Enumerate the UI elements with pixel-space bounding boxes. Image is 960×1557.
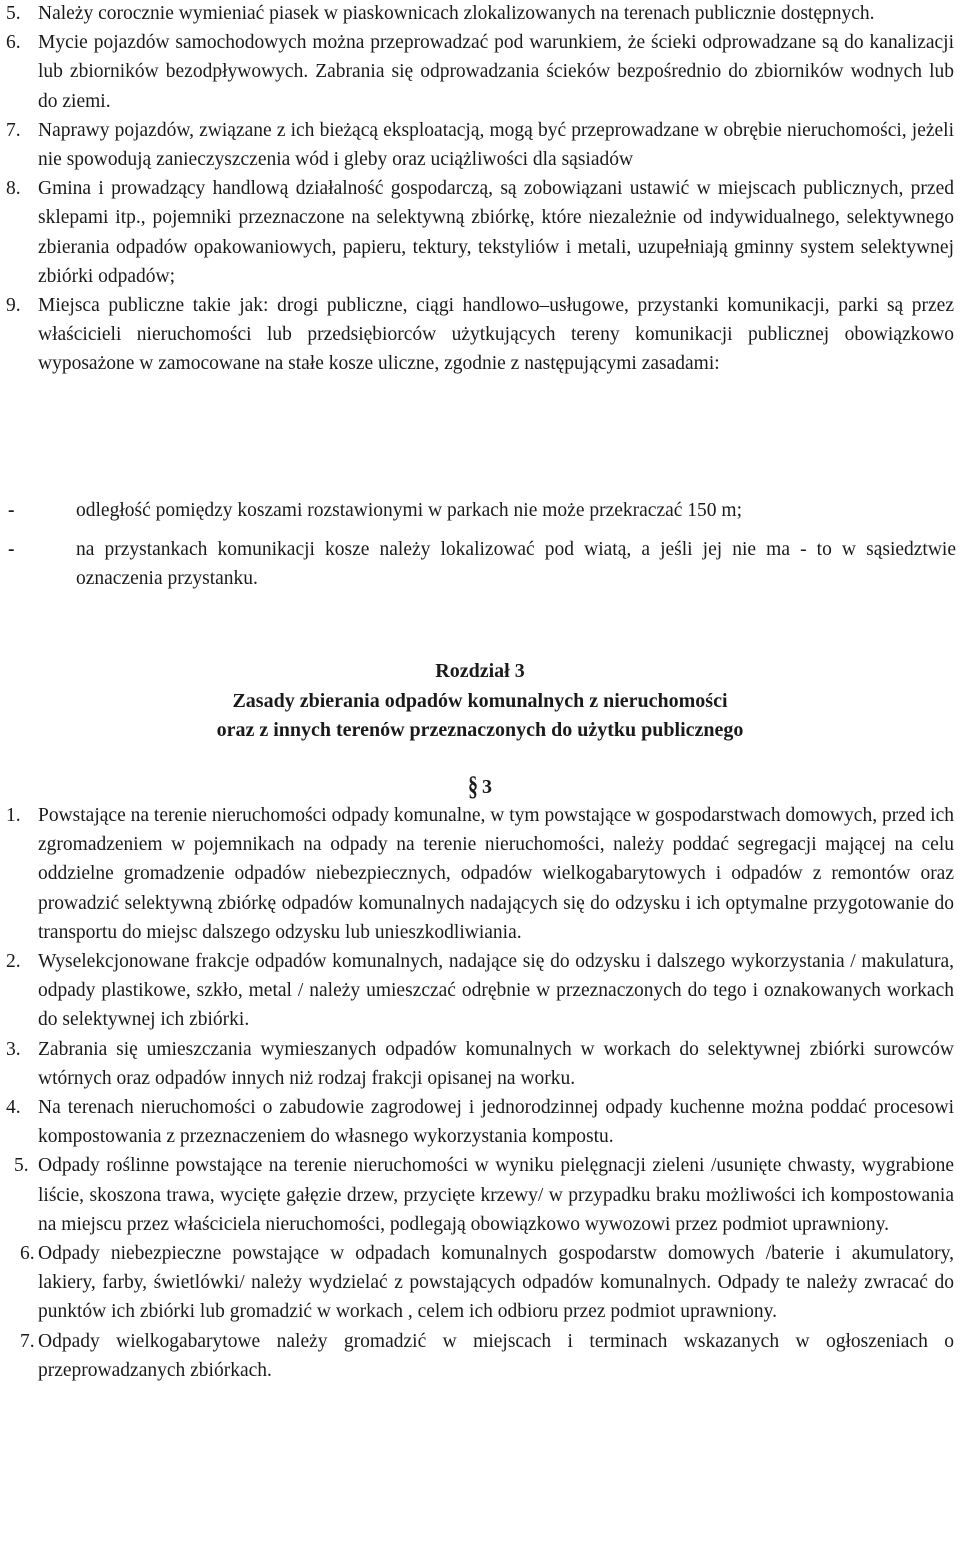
item-text: Miejsca publiczne takie jak: drogi publiczne, ciągi handlowo–usługowe, przystanki komunikacji, parki są przez właścicieli nieruchomości lub przedsiębiorców użytkujących tereny komunikacji publicznej obowiązkowo wyposażone w zamocowane na stałe kosze uliczne, zgodnie z następującymi zasadami:	[38, 295, 954, 375]
item-number: 2.	[6, 951, 21, 973]
chapter-subtitle-line-2: oraz z innych terenów przeznaczonych do użytku publicznego	[216, 719, 744, 741]
item-text: Należy corocznie wymieniać piasek w piaskownicach zlokalizowanych na terenach publicznie dostępnych.	[38, 3, 875, 24]
item-text: Wyselekcjonowane frakcje odpadów komunalnych, nadające się do odzysku i dalszego wykorzystania / makulatura, odpady plastikowe, szkło, metal / należy umieszczać odrębnie w przeznaczonych do tego i oznakowanych workach do selektywnej ich zbiórki.	[38, 951, 954, 1031]
item-number: 6.	[20, 1243, 35, 1265]
item-number: 4.	[6, 1097, 21, 1119]
item-number: 7.	[20, 1330, 35, 1352]
item-text: Mycie pojazdów samochodowych można przeprowadzać pod warunkiem, że ścieki odprowadzane są do kanalizacji lub zbiorników bezodpływowych. Zabrania się odprowadzania ścieków bezpośrednio do zbiorników wodnych lub do ziemi.	[38, 32, 954, 112]
item-text: Odpady niebezpieczne powstające w odpadach komunalnych gospodarstw domowych /baterie i akumulatory, lakiery, farby, świetlówki/ należy wydzielać z powstających odpadów komunalnych. Odpady te należy zwracać do punktów ich zbiórki lub gromadzić w workach , celem ich odbioru przez podmiot uprawniony.	[38, 1243, 954, 1323]
item-number: 5.	[6, 3, 21, 24]
dash-marker: -	[8, 539, 15, 561]
dash-item	[0, 535, 956, 593]
list-item	[6, 1035, 954, 1093]
chapter-title: Rozdział 3	[435, 660, 525, 682]
list-item	[6, 801, 954, 947]
list-item	[6, 1239, 954, 1327]
item-text: Powstające na terenie nieruchomości odpady komunalne, w tym powstające w gospodarstwach domowych, przed ich zgromadzeniem w pojemnikach na odpady na terenie nieruchomości, należy poddać segregacji mającej na celu oddzielne gromadzenie odpadów niebezpiecznych, odpadów wielkogabarytowych i odpadów z remontów oraz prowadzić selektywną zbiórkę odpadów komunalnych nadających się do odzysku i ich optymalne przygotowanie do transportu do miejsc dalszego odzysku lub unieszkodliwiania.	[38, 805, 954, 943]
item-number: 8.	[6, 178, 21, 200]
item-text: Zabrania się umieszczania wymieszanych odpadów komunalnych w workach do selektywnej zbiórki surowców wtórnych oraz odpadów innych niż rodzaj frakcji opisanej na worku.	[38, 1038, 954, 1089]
item-number: 7.	[6, 119, 21, 141]
item-number: 6.	[6, 32, 21, 54]
chapter-heading	[0, 657, 960, 746]
chapter-subtitle-line-1: Zasady zbierania odpadów komunalnych z nieruchomości	[232, 689, 728, 712]
item-number: 9.	[6, 295, 21, 317]
bottom-list	[6, 801, 954, 1385]
dash-text: na przystankach komunikacji kosze należy lokalizować pod wiatą, a jeśli jej nie ma - to w sąsiedztwie oznaczenia przystanku.	[76, 539, 956, 590]
list-item	[6, 28, 954, 116]
item-number: 5.	[14, 1155, 29, 1177]
item-text: Naprawy pojazdów, związane z ich bieżącą eksploatacją, mogą być przeprowadzane w obrębie nieruchomości, jeżeli nie spowodują zanieczyszczenia wód i gleby oraz uciążliwości dla sąsiadów	[38, 119, 954, 171]
list-item	[6, 947, 954, 1035]
item-number: 3.	[6, 1038, 21, 1060]
item-text: Na terenach nieruchomości o zabudowie zagrodowej i jednorodzinnej odpady kuchenne można poddać procesowi kompostowania z przeznaczeniem do własnego wykorzystania kompostu.	[38, 1097, 954, 1148]
item-text: Gmina i prowadzący handlową działalność gospodarczą, są zobowiązani ustawić w miejscach publicznych, przed sklepami itp., pojemniki przeznaczone na selektywną zbiórkę, które niezależnie od indywidualnego, selektywnego zbierania odpadów opakowaniowych, papieru, tektury, tekstyliów i metali, uzupełniają gminny system selektywnej zbiórki odpadów;	[38, 178, 954, 287]
paragraph-marker	[0, 772, 960, 802]
top-list	[6, 0, 954, 379]
dash-text: odległość pomiędzy koszami rozstawionymi w parkach nie może przekraczać 150 m;	[76, 500, 743, 521]
paragraph-sign: §	[468, 772, 478, 802]
list-item	[6, 1151, 954, 1239]
list-item	[6, 1327, 954, 1385]
paragraph-number: 3	[482, 776, 492, 798]
list-item	[6, 0, 954, 28]
list-item	[6, 116, 954, 174]
dash-marker: -	[8, 500, 15, 521]
dash-list	[0, 496, 956, 594]
item-text: Odpady roślinne powstające na terenie nieruchomości w wyniku pielęgnacji zieleni /usunięte chwasty, wygrabione liście, skoszona trawa, wycięte gałęzie drzew, przycięte krzewy/ w przypadku braku możliwości ich kompostowania na miejscu przez właściciela nieruchomości, podlegają obowiązkowo wywozowi przez podmiot uprawniony.	[38, 1155, 954, 1235]
item-number: 1.	[6, 805, 21, 826]
item-text: Odpady wielkogabarytowe należy gromadzić w miejscach i terminach wskazanych w ogłoszeniach o przeprowadzanych zbiórkach.	[38, 1330, 954, 1381]
list-item	[6, 1093, 954, 1151]
dash-item	[0, 496, 956, 525]
list-item	[6, 291, 954, 379]
list-item	[6, 174, 954, 291]
